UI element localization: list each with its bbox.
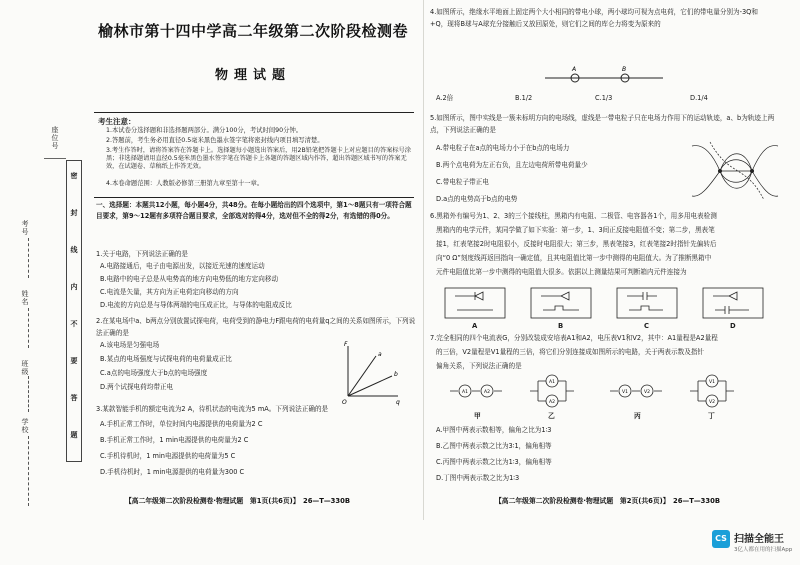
note-line: 3.考生作答时，请将答案答在答题卡上。选择题每小题选出答案后，用2B铅笔把答题卡上对应题目的答案标号涂黑；非选择题请用直径0.5毫米黑色墨水签字笔在答题卡上各题的答题区域内作答，超出答题区域书写的答案无效，在试题卷、草稿纸上作答无效。 (106, 147, 411, 170)
q2-option: C.a点的电场强度大于b点的电场强度 (100, 369, 208, 377)
q4-label-a: A (572, 66, 577, 73)
meter-label: A2 (484, 390, 490, 395)
note-line: 1.本试卷分选择题和非选择题两部分。满分100分，考试时间90分钟。 (106, 127, 303, 134)
scanner-logo: CS (712, 530, 730, 548)
q6-stem-line: 元件电阻值比第一步中测得的电阻值大很多。依据以上测量结果可判断箱内元件连接为 (436, 268, 687, 276)
q2-graph (340, 341, 400, 406)
box-c-elements (627, 292, 663, 310)
q3-option: C.手机待机时，1 min电源提供的电荷量为5 C (100, 452, 236, 460)
q7-circuits (450, 375, 770, 407)
q4-label-b: B (622, 66, 627, 73)
box-d (703, 288, 763, 318)
field-line (752, 171, 778, 196)
note-line: 2.答题前，考生务必用直径0.5毫米黑色墨水签字笔将密封线内项目填写清楚。 (106, 137, 324, 144)
footer-left: 【高二年级第二次阶段检测卷·物理试题 第1页(共6页)】 26—T—330B (125, 497, 351, 505)
q5-option: D.a点的电势高于b点的电势 (436, 195, 518, 203)
graph-x-label: q (396, 399, 400, 406)
q3-option: D.手机待机时，1 min电源提供的电荷量为300 C (100, 468, 245, 476)
charge-left (718, 169, 722, 173)
q1-option: A.电路接通后，电子由电源出发，以接近光速的速度运动 (100, 262, 265, 270)
examno-label: 考号 (21, 220, 29, 236)
examno-line (28, 238, 29, 278)
q2-option: A.该电场是匀强电场 (100, 341, 160, 349)
note-line: 4.本卷命题范围：人教版必修第三册第九章至第十一章。 (106, 180, 264, 187)
meter-label: V2 (709, 400, 715, 405)
q7-option: B.乙图中两表示数之比为3∶1，偏角相等 (436, 442, 552, 450)
q6-box-figures (445, 286, 765, 324)
class-line (28, 376, 29, 412)
seal-line-box (66, 160, 82, 462)
field-line (720, 171, 752, 188)
name-label: 姓名 (21, 290, 29, 306)
q7-stem-line: 7.完全相同的四个电流表G，分别改装成安培表A1和A2，电压表V1和V2，其中：A1量程是A2量程 (430, 334, 718, 342)
seal-char: 要 (70, 357, 78, 365)
q3-option: B.手机正常工作时，1 min电源提供的电荷量为2 C (100, 436, 249, 444)
q7-stem-line: 的三倍，V2量程是V1量程的三倍，将它们分别连接成如图所示的电路，关于两表示数及指针 (436, 348, 704, 356)
box-b (531, 288, 591, 318)
seal-char: 密 (70, 172, 78, 180)
seal-char: 封 (70, 209, 78, 217)
q6-stem-line: 6.黑箱外有编号为1、2、3的三个接线柱，黑箱内有电阻、二极管、电容器各1个，用多用电表检测 (430, 212, 717, 220)
q7-option: A.甲图中两表示数相等，偏角之比为1∶3 (436, 426, 552, 434)
q4-option: A.2倍 (436, 94, 454, 102)
q3-stem: 3.某款智能手机的额定电流为2 A，待机状态的电流为5 mA。下列说法正确的是 (96, 405, 329, 413)
q5-option: B.两个点电荷为左正右负，且左边电荷所带电荷量少 (436, 161, 588, 169)
q4-option: B.1/2 (515, 94, 533, 102)
q6-stem-line: 接1，红表笔接2时电阻很小，反接时电阻很大；第三步，黑表笔接3，红表笔接2时指针先偏转后 (436, 240, 717, 248)
school-line (28, 436, 29, 506)
box-a-elements (455, 292, 493, 310)
box-d-elements (713, 292, 749, 314)
q6-stem-line: 黑箱内的电学元件，某同学做了如下实验：第一步，1、3间正反接电阻值不变；第二步，黑表笔 (436, 226, 715, 234)
meter-label: A1 (549, 380, 555, 385)
meter-label: V1 (622, 390, 628, 395)
q4-option: D.1/4 (690, 94, 708, 102)
graph-origin-label: O (342, 399, 347, 406)
q5-stem: 5.如图所示，图中实线是一簇未标明方向的电场线，虚线是一带电粒子只在电场力作用下的运动轨迹，a、b为轨迹上两点，下列说法正确的是 (430, 114, 775, 134)
q2-option: D.两个试探电荷均带正电 (100, 383, 174, 391)
school-label: 学校 (21, 418, 29, 434)
field-line (720, 154, 752, 171)
q4-stem: 4.如图所示，绝缘水平地面上固定两个大小相同的带电小球，两小球均可视为点电荷，它们的带电量分别为-3Q和+Q，现将B球与A球充分接触后又放回原处，则它们之间的库仑力将变为原来的 (430, 8, 758, 28)
graph-y-label: F (344, 341, 348, 348)
q6-stem-line: 向“0 Ω”刻度线再返回指向一确定值，且其电阻值比第一步中测得的电阻值大。为了推断黑箱中 (436, 254, 712, 262)
meter-label: A1 (462, 390, 468, 395)
meter-label: A2 (549, 400, 555, 405)
box-b-elements (541, 292, 579, 310)
section1-heading: 一、选择题：本题共12小题，每小题4分，共48分。在每小题给出的四个选项中，第1～8题只有一项符合题目要求，第9～12题有多项符合题目要求，全部选对的得4分，选对但不全的得2分，有选错的得0分。 (96, 201, 412, 220)
seal-char: 内 (70, 283, 78, 291)
q1-option: D.电流的方向总是与导体两端的电压成正比，与导体的电阻成反比 (100, 301, 292, 309)
page-fold (423, 0, 424, 520)
circuit-label-jia: 甲 (474, 412, 481, 420)
name-line (28, 308, 29, 348)
field-line (692, 146, 720, 171)
q1-option: C.电流是矢量，其方向为正电荷定向移动的方向 (100, 288, 239, 296)
q6-option-a: A (472, 322, 478, 330)
seat-box-line (44, 158, 66, 159)
subject-title: 物理试题 (214, 68, 291, 83)
q5-option: C.带电粒子带正电 (436, 178, 489, 186)
footer-right: 【高二年级第二次阶段检测卷·物理试题 第2页(共6页)】 26—T—330B (495, 497, 721, 505)
q3-option: A.手机正常工作时，单位时间内电源提供的电荷量为2 C (100, 420, 263, 428)
seat-label: 座位号 (51, 126, 59, 150)
q6-option-c: C (644, 322, 649, 330)
seal-char: 答 (70, 394, 78, 402)
q5-option: A.带电粒子在a点的电场力小于在b点的电场力 (436, 144, 570, 152)
q2-stem: 2.在某电场中a、b两点分别放置试探电荷，电荷受到的静电力F跟电荷的电荷量q之间的关系如图所示，下列说法正确的是 (96, 317, 416, 337)
field-line (752, 146, 778, 171)
q2-option: B.某点的电场强度与试探电荷的电荷量成正比 (100, 355, 232, 363)
class-label: 班级 (21, 360, 29, 376)
notes-title: 考生注意： (98, 117, 136, 126)
seal-char: 不 (70, 320, 78, 328)
q6-option-b: B (558, 322, 564, 330)
graph-a-label: a (378, 351, 382, 358)
seal-char: 题 (70, 431, 78, 439)
field-line (692, 171, 720, 196)
graph-b-label: b (394, 371, 398, 378)
q7-option: C.丙图中两表示数之比为1∶3，偏角相等 (436, 458, 552, 466)
circuit-label-bing: 丙 (634, 412, 641, 420)
meter-label: V1 (709, 380, 715, 385)
q1-option: B.电路中的电子总是从电势高的地方向电势低的地方定向移动 (100, 275, 279, 283)
scanner-tagline: 3亿人都在用的扫描App (734, 547, 793, 553)
meter-label: V2 (644, 390, 650, 395)
q1-stem: 1.关于电路，下列说法正确的是 (96, 250, 189, 258)
q5-field-figure (690, 138, 780, 204)
q4-figure (545, 68, 665, 88)
exam-title: 榆林市第十四中学高二年级第二次阶段检测卷 (97, 22, 408, 40)
circuit-label-yi: 乙 (548, 412, 555, 420)
q6-option-d: D (730, 322, 736, 330)
q7-stem-line: 偏角关系，下列说法正确的是 (436, 362, 522, 370)
seal-char: 线 (70, 246, 78, 254)
charge-right (750, 169, 754, 173)
scanner-name: 扫描全能王 (734, 534, 784, 545)
q7-option: D.丁图中两表示数之比为1∶3 (436, 474, 520, 482)
circuit-label-ding: 丁 (708, 412, 715, 420)
q4-option: C.1/3 (595, 94, 613, 102)
